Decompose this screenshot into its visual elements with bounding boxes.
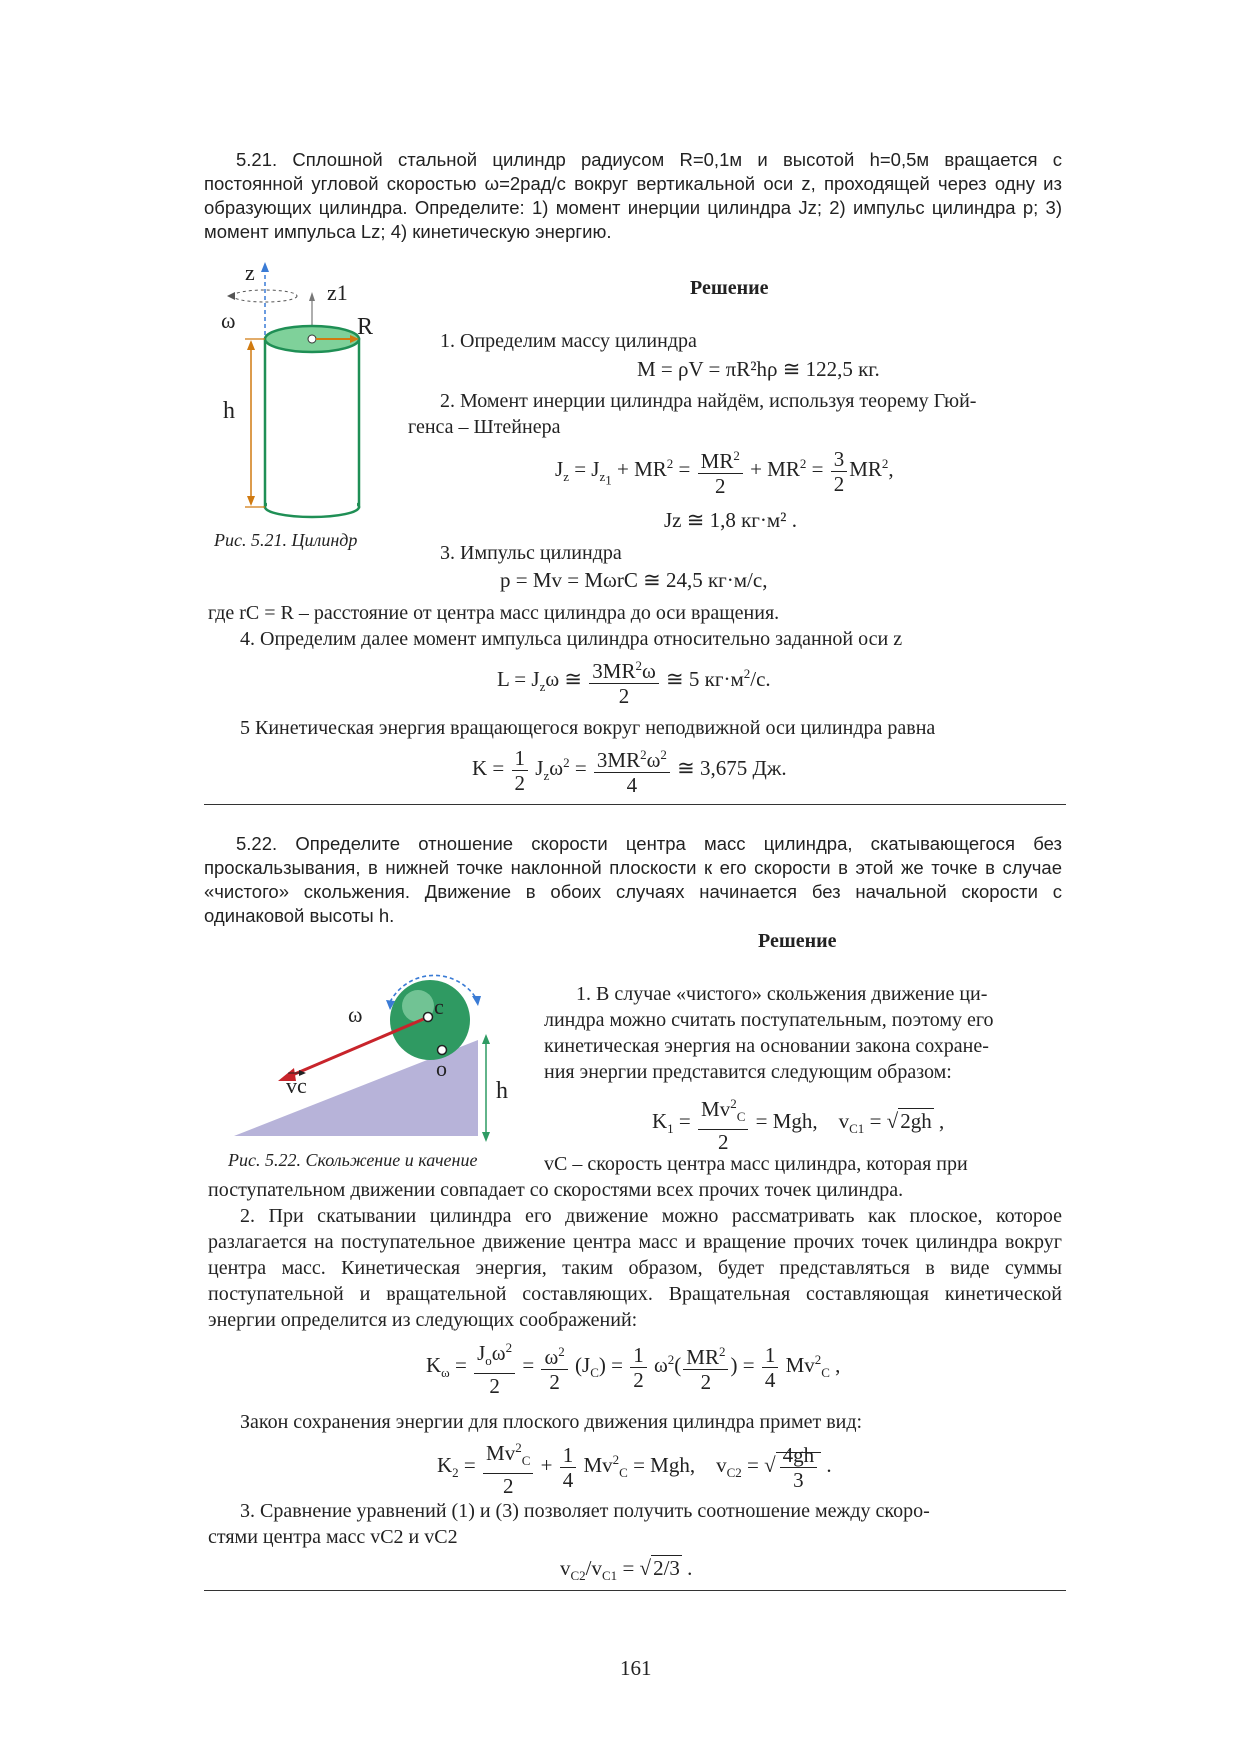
label-h: h xyxy=(223,398,235,424)
label-omega: ω xyxy=(221,308,236,333)
eq-jz-result: Jz ≅ 1,8 кг·м² . xyxy=(664,508,797,532)
eq-k2: $K_2$ = $\frac{Mv^2_C}{2}$ + $\frac{1}{4}$ $Mv^2_C$ = Mgh, $v_{C2}$ = √ $\frac{4gh}{3}$ . xyxy=(437,1436,832,1498)
divider-522 xyxy=(204,1590,1066,1591)
eq-k1: $K_1$ = $\frac{Mv^2_C}{2}$ = Mgh, $v_{C1} = √2gh$ , xyxy=(652,1092,944,1154)
label-R: R xyxy=(357,314,374,340)
step5-text: 5 Кинетическая энергия вращающегося вокруг неподвижной оси цилиндра равна xyxy=(240,717,936,739)
figure-521-caption: Рис. 5.21. Цилиндр xyxy=(214,530,358,550)
label-omega-522: ω xyxy=(348,1002,363,1027)
step1-522-line1: 1. В случае «чистого» скольжения движение ци- xyxy=(576,983,988,1005)
step2-line2: генса – Штейнера xyxy=(408,416,561,438)
vc-line1: vC – скорость центра масс цилиндра, которая при xyxy=(544,1153,968,1175)
figure-cylinder xyxy=(205,262,395,532)
step1-522-line3: кинетическая энергия на основании закона сохране- xyxy=(544,1035,989,1057)
problem-521-solution-title: Решение xyxy=(690,277,769,299)
eq-angular-momentum: $L = J_z\omega$ ≅ $\frac{3MR^2\omega}{2}$ ≅ 5 $кг\cdot м^2/с$. xyxy=(497,654,771,708)
step2-line1: 2. Момент инерции цилиндра найдём, используя теорему Гюй- xyxy=(440,390,977,412)
problem-521-statement: 5.21. Сплошной стальной цилиндр радиусом R=0,1м и высотой h=0,5м вращается с постоянной угловой скоростью ω=2рад/с вокруг вертикальной оси z, проходящей через одну из образующих цилиндра. Определите: 1) момент инерции цилиндра Jz; 2) импульс цилиндра p; 3) момент импульса Lz; 4) кинетическую энергию. xyxy=(204,149,1062,242)
vc-line2: поступательном движении совпадает со скоростями всех прочих точек цилиндра. xyxy=(208,1179,904,1201)
step3-522-line1: 3. Сравнение уравнений (1) и (3) позволяет получить соотношение между скоро- xyxy=(240,1500,930,1522)
problem-522-solution-title: Решение xyxy=(758,930,837,952)
step4-text: 4. Определим далее момент импульса цилиндра относительно заданной оси z xyxy=(240,628,903,650)
problem-522-statement: 5.22. Определите отношение скорости центра масс цилиндра, скатывающегося без проскальзывания, в нижней точке наклонной плоскости к его скорости в этой же точке в случае «чистого» скольжения. Движение в обоих случаях начинается без начальной скорости с одинаковой высоты h. xyxy=(204,833,1062,926)
step1-text: 1. Определим массу цилиндра xyxy=(440,330,697,352)
figure-incline xyxy=(228,960,528,1148)
eq-jz-steiner: $J_z = J_{z_1} + MR^2$ = $\frac{MR^2}{2}$ + $MR^2$ = $\frac{3}{2}$ $MR^2$, xyxy=(555,444,894,498)
where-rc: где rC = R – расстояние от центра масс цилиндра до оси вращения. xyxy=(208,602,780,624)
law-line: Закон сохранения энергии для плоского движения цилиндра примет вид: xyxy=(240,1411,863,1433)
label-z1: z1 xyxy=(327,280,348,305)
eq-ratio: $v_{C2}/v_{C1} = √2/3$ . xyxy=(560,1556,693,1584)
page-number: 161 xyxy=(620,1656,652,1680)
step3-text: 3. Импульс цилиндра xyxy=(440,542,622,564)
step2-522: 2. При скатывании цилиндра его движение можно рассматривать как плоское, которое разлагается на поступательное движение центра масс и вращение прочих точек цилиндра вокруг центра масс. Кинетическая энергия, таким образом, будет представляться в виде суммы поступательной и вращательной составляющих. Вращательная составляющая кинетической энергии определится из следующих соображений: xyxy=(208,1205,1062,1331)
divider-521 xyxy=(204,804,1066,805)
step1-522-line4: ния энергии представится следующим образом: xyxy=(544,1061,952,1083)
eq-momentum: p = Mv = MωrC ≅ 24,5 кг·м/с, xyxy=(500,568,768,592)
label-h-522: h xyxy=(496,1078,508,1104)
step1-522-line2: линдра можно считать поступательным, поэтому его xyxy=(544,1009,994,1031)
label-vc: vc xyxy=(286,1073,307,1098)
eq-kinetic-energy: K = $\frac{1}{2}$ $J_z\omega^2$ = $\frac{3MR^2\omega^2}{4}$ ≅ 3,675 Дж. xyxy=(472,743,787,797)
step3-522-line2: стями центра масс vC2 и vC2 xyxy=(208,1526,458,1548)
label-o: o xyxy=(436,1056,447,1081)
label-c: c xyxy=(434,994,444,1019)
label-z: z xyxy=(245,262,255,285)
eq-rotational-energy: $K_\omega$ = $\frac{J_o\omega^2}{2}$ = $\frac{\omega^2}{2}$ $(J_C)$ = $\frac{1}{2}$ $\omega^2$( $\frac{MR^2}{2}$ ) = $\frac{1}{4}$ $Mv^2_C$ , xyxy=(426,1336,840,1398)
eq-mass: M = ρV = πR²hρ ≅ 122,5 кг. xyxy=(637,357,880,381)
figure-522-caption: Рис. 5.22. Скольжение и качение xyxy=(228,1150,478,1170)
